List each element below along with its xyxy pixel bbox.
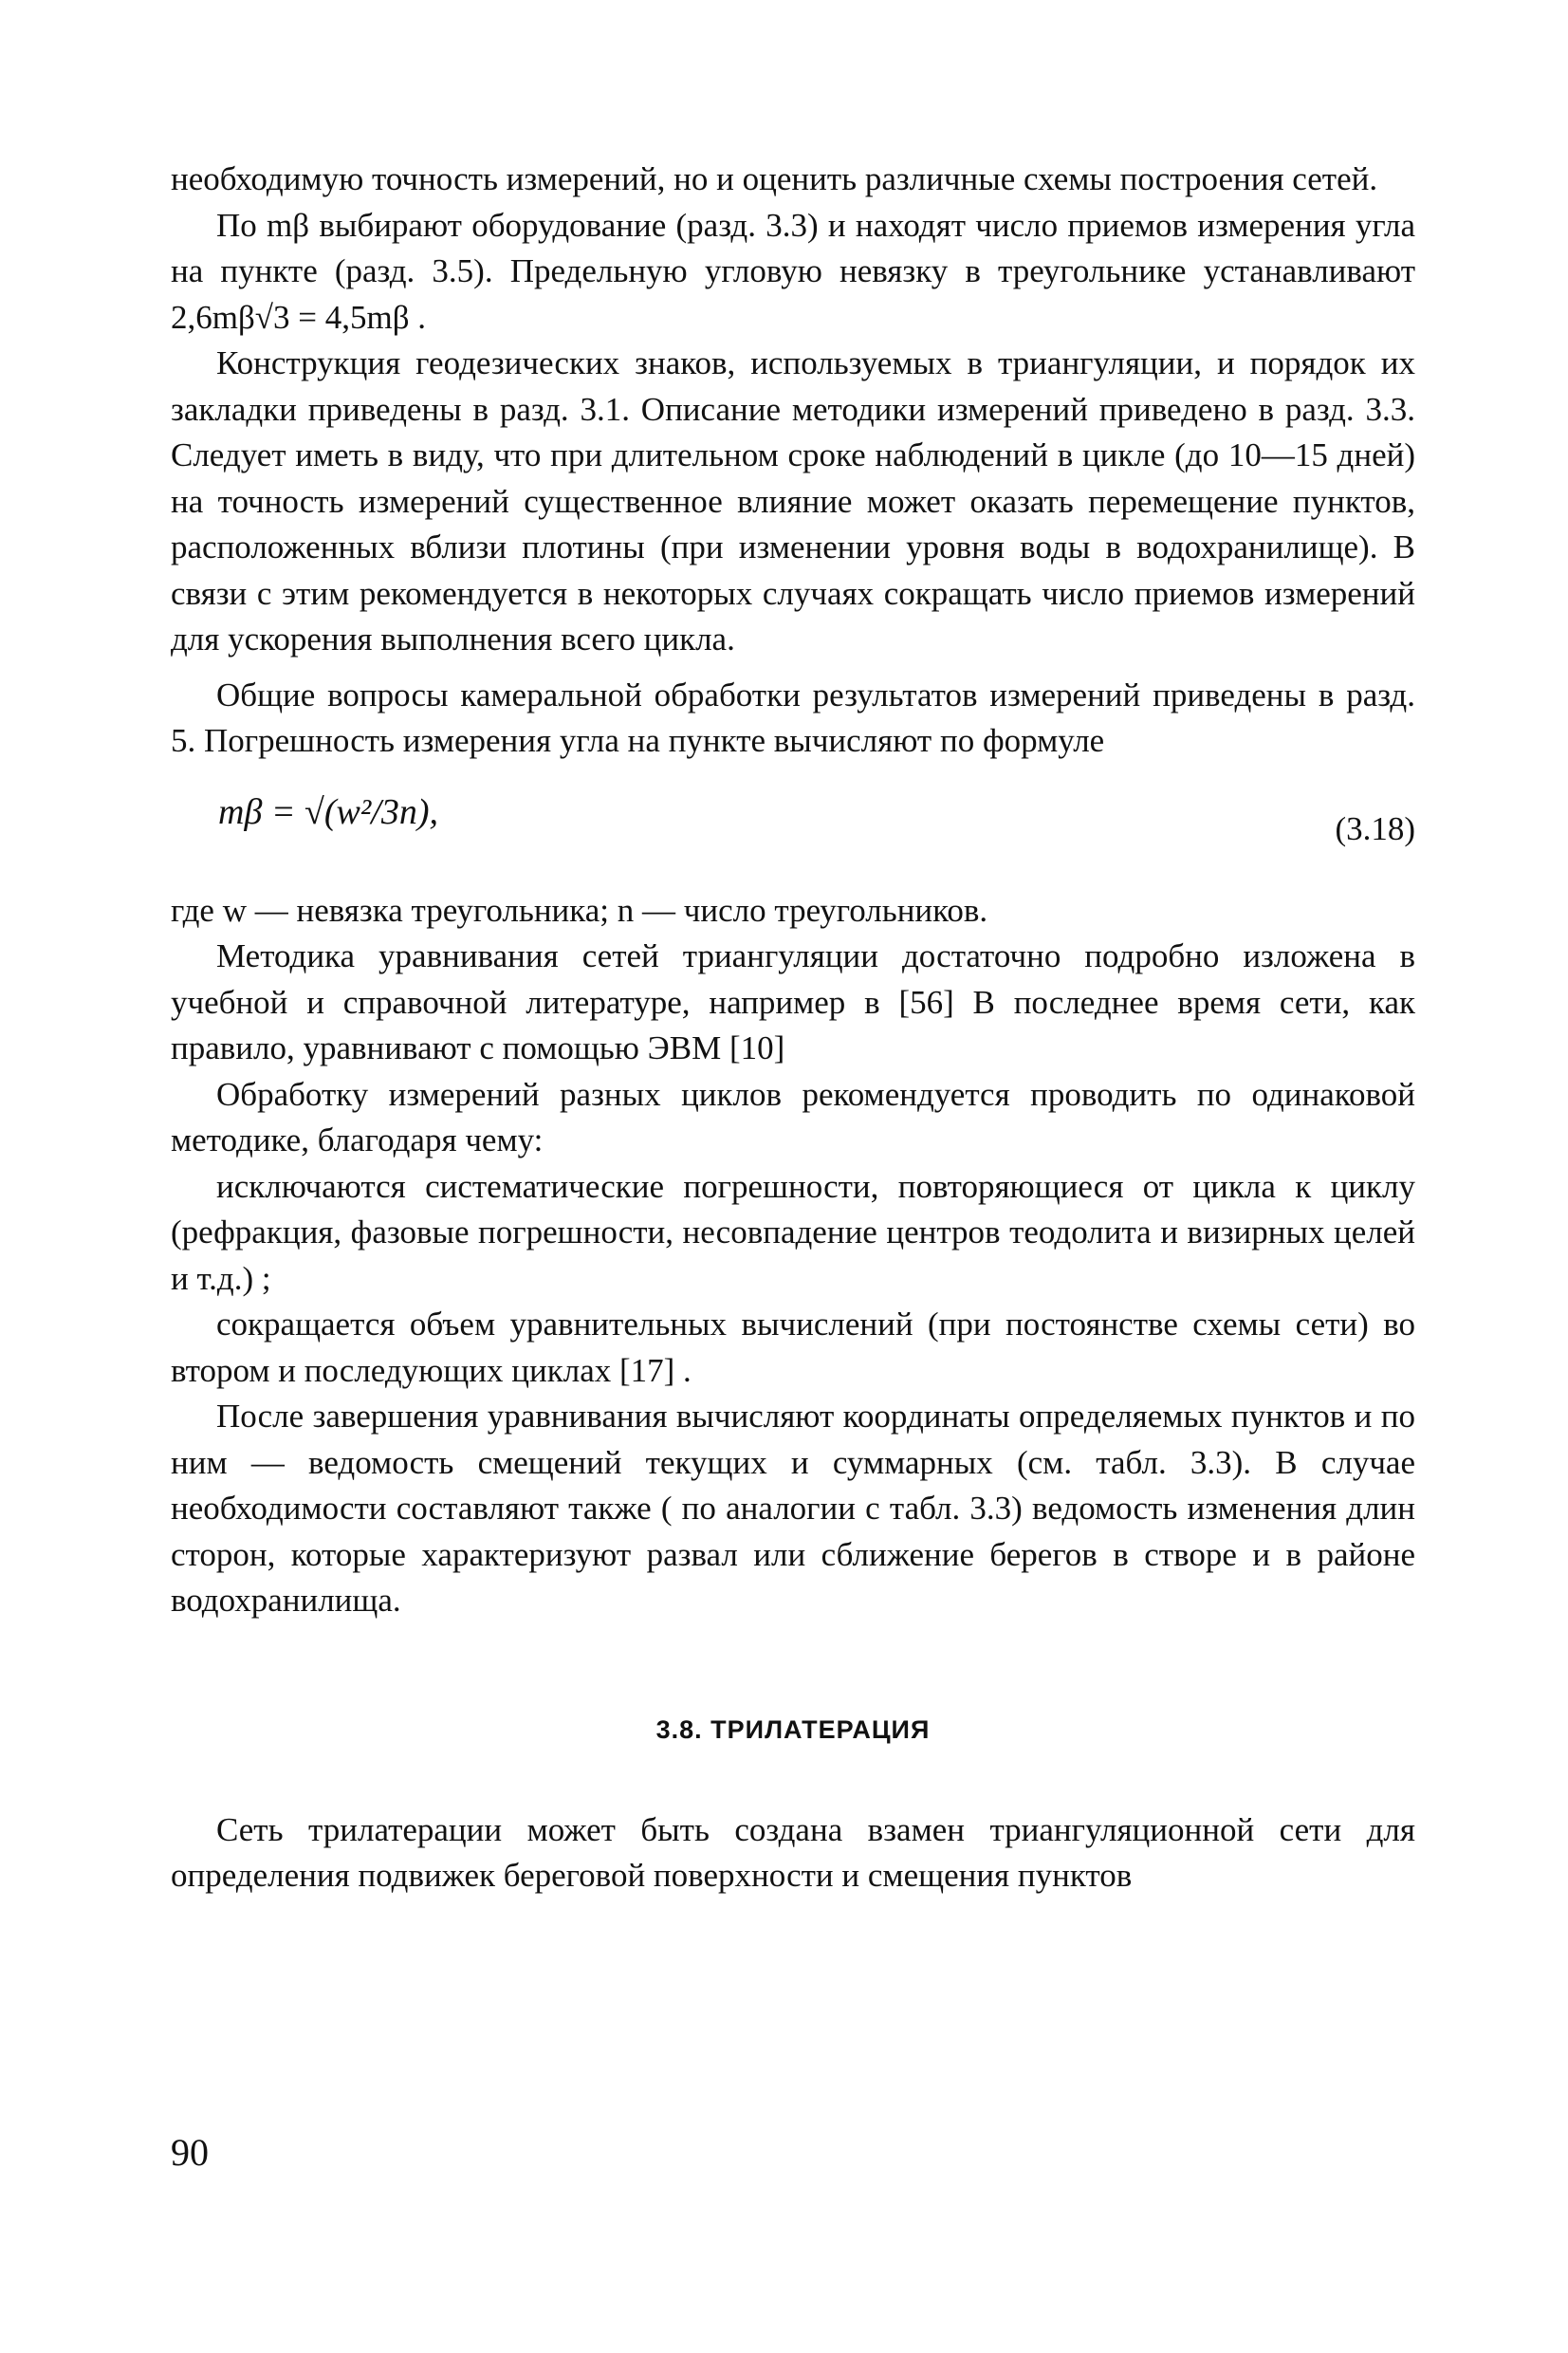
paragraph-2: По mβ выбирают оборудование (разд. 3.3) и находят число приемов измерения угла на пункте (разд. 3.5). Предельную угловую невязку в треугольнике устанавливают 2,6mβ√3 = 4,5mβ .	[171, 206, 1415, 336]
paragraph-10: После завершения уравнивания вычисляют координаты определяемых пунктов и по ним — ведомость смещений текущих и суммарных (см. табл. 3.3). В случае необходимости составляют также ( по аналогии с табл. 3.3) ведомость изменения длин сторон, которые характеризуют развал или сближение берегов в створе и в районе водохранилища.	[171, 1398, 1415, 1619]
formula-expression: mβ = √(w²/3n),	[218, 791, 438, 832]
paragraph-6: Методика уравнивания сетей триангуляции достаточно подробно изложена в учебной и справочной литературе, например в [56] В последнее время сети, как правило, уравнивают с помощью ЭВМ [10]	[171, 937, 1415, 1066]
paragraph-8: исключаются систематические погрешности, повторяющиеся от цикла к циклу (рефракция, фазовые погрешности, несовпадение центров теодолита и визирных целей и т.д.) ;	[171, 1167, 1415, 1297]
formula-number: (3.18)	[1335, 809, 1415, 847]
section-heading: 3.8. ТРИЛАТЕРАЦИЯ	[655, 1714, 931, 1744]
page-number: 90	[171, 2131, 209, 2174]
paragraph-4: Общие вопросы камеральной обработки результатов измерений приведены в разд. 5. Погрешность измерения угла на пункте вычисляют по формуле	[171, 676, 1415, 759]
paragraph-5: где w — невязка треугольника; n — число треугольников.	[171, 891, 988, 929]
formula-block	[171, 774, 1415, 888]
paragraph-11: Сеть трилатерации может быть создана взамен триангуляционной сети для определения подвижек береговой поверхности и смещения пунктов	[171, 1810, 1415, 1894]
paragraph-9: сокращается объем уравнительных вычислений (при постоянстве схемы сети) во втором и последующих циклах [17] .	[171, 1306, 1415, 1389]
paragraph-3: Конструкция геодезических знаков, используемых в триангуляции, и порядок их закладки приведены в разд. 3.1. Описание методики измерений приведено в разд. 3.3. Следует иметь в виду, что при длительном сроке наблюдений в цикле (до 10—15 дней) на точность измерений существенное влияние может оказать перемещение пунктов, расположенных вблизи плотины (при изменении уровня воды в водохранилище). В связи с этим рекомендуется в некоторых случаях сокращать число приемов измерений для ускорения выполнения всего цикла.	[171, 344, 1415, 658]
paragraph-7: Обработку измерений разных циклов рекомендуется проводить по одинаковой методике, благодаря чему:	[171, 1075, 1415, 1158]
paragraph-1: необходимую точность измерений, но и оценить различные схемы построения сетей.	[171, 160, 1378, 197]
page-body	[171, 157, 1415, 1899]
